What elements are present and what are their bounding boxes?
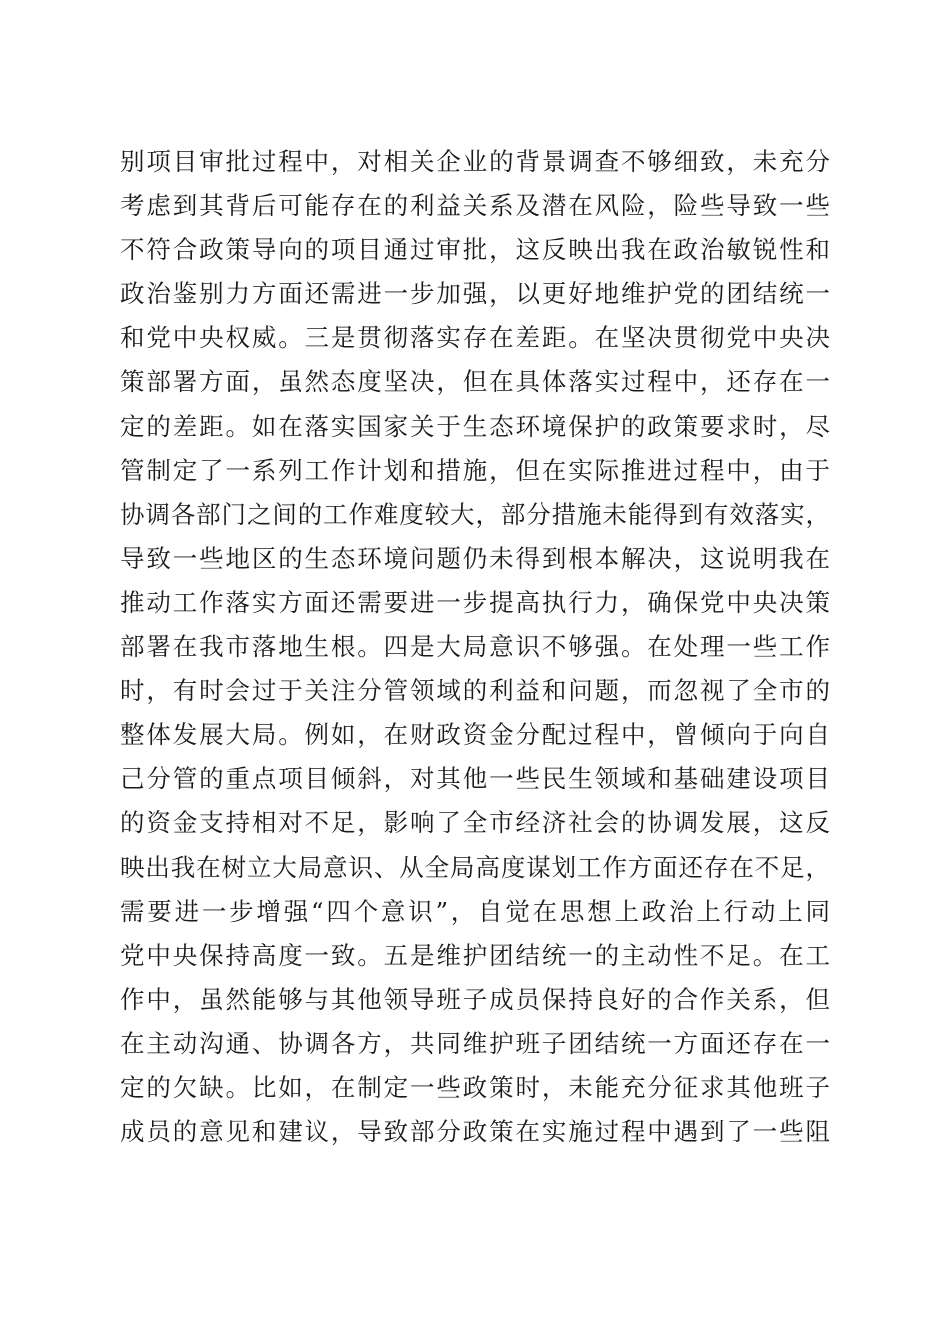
text-line-1: 别项目审批过程中，对相关企业的背景调查不够细致，未充分	[120, 147, 830, 176]
text-line-8: 管制定了一系列工作计划和措施，但在实际推进过程中，由于	[120, 455, 830, 485]
body-paragraph	[120, 140, 830, 1154]
text-line-19: 党中央保持高度一致。五是维护团结统一的主动性不足。在工	[120, 940, 830, 970]
text-line-10: 导致一些地区的生态环境问题仍未得到根本解决，这说明我在	[120, 543, 830, 573]
text-line-13: 时，有时会过于关注分管领域的利益和问题，而忽视了全市的	[120, 676, 830, 706]
text-line-23: 成员的意见和建议，导致部分政策在实施过程中遇到了一些阻	[120, 1117, 830, 1147]
text-line-2: 考虑到其背后可能存在的利益关系及潜在风险，险些导致一些	[120, 191, 830, 221]
text-line-6: 策部署方面，虽然态度坚决，但在具体落实过程中，还存在一	[120, 367, 830, 397]
text-line-22: 定的欠缺。比如，在制定一些政策时，未能充分征求其他班子	[120, 1072, 830, 1102]
text-line-16: 的资金支持相对不足，影响了全市经济社会的协调发展，这反	[120, 808, 830, 838]
text-line-21: 在主动沟通、协调各方，共同维护班子团结统一方面还存在一	[120, 1028, 830, 1058]
text-line-18: 需要进一步增强“四个意识”，自觉在思想上政治上行动上同	[120, 896, 830, 926]
text-line-5: 和党中央权威。三是贯彻落实存在差距。在坚决贯彻党中央决	[120, 323, 830, 353]
text-line-15: 己分管的重点项目倾斜，对其他一些民生领域和基础建设项目	[120, 764, 830, 794]
text-line-17: 映出我在树立大局意识、从全局高度谋划工作方面还存在不足，	[120, 852, 830, 882]
text-line-9: 协调各部门之间的工作难度较大，部分措施未能得到有效落实，	[120, 499, 830, 529]
text-line-12: 部署在我市落地生根。四是大局意识不够强。在处理一些工作	[120, 632, 830, 662]
text-line-20: 作中，虽然能够与其他领导班子成员保持良好的合作关系，但	[120, 984, 830, 1014]
text-line-4: 政治鉴别力方面还需进一步加强，以更好地维护党的团结统一	[120, 279, 830, 309]
text-line-7: 定的差距。如在落实国家关于生态环境保护的政策要求时，尽	[120, 411, 830, 441]
text-line-11: 推动工作落实方面还需要进一步提高执行力，确保党中央决策	[120, 587, 830, 617]
text-line-3: 不符合政策导向的项目通过审批，这反映出我在政治敏锐性和	[120, 235, 830, 265]
text-line-14: 整体发展大局。例如，在财政资金分配过程中，曾倾向于向自	[120, 720, 830, 750]
